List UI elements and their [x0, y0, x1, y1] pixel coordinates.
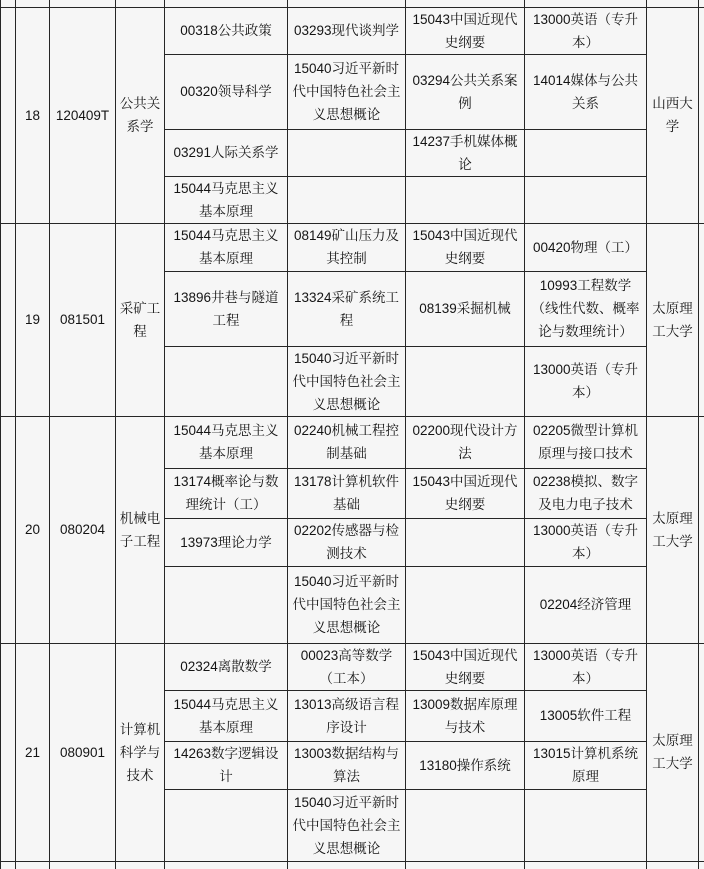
course-cell-slot-4: 13000英语（专升本） [525, 518, 647, 566]
course-cell-slot-2: 15040习近平新时代中国特色社会主义思想概论 [288, 566, 406, 643]
left-crop-cell [1, 7, 16, 223]
exam-subrow [1, 643, 704, 690]
right-crop-cell [699, 223, 704, 416]
course-cell-slot-3 [406, 518, 525, 566]
course-cell [406, 0, 525, 7]
exam-subrow [1, 223, 704, 271]
serial-cell: 19 [16, 223, 50, 416]
course-cell-slot-3 [406, 789, 525, 861]
major-name-cell: 机械电子工程 [116, 416, 165, 643]
course-cell [165, 0, 288, 7]
university-cell [647, 861, 699, 869]
course-cell [525, 0, 647, 7]
course-cell-slot-3 [406, 346, 525, 416]
course-cell-slot-4 [525, 176, 647, 223]
course-cell-slot-2: 13178计算机软件基础 [288, 468, 406, 518]
course-cell-slot-4 [525, 129, 647, 176]
course-cell-slot-2: 00023高等数学（工本） [288, 643, 406, 690]
course-cell-slot-4: 13005软件工程 [525, 690, 647, 741]
cropped-partial-row [1, 0, 704, 7]
course-cell-slot-3: 13009数据库原理与技术 [406, 690, 525, 741]
course-cell-slot-4: 13000英语（专升本） [525, 643, 647, 690]
serial-cell [16, 861, 50, 869]
course-cell-slot-1 [165, 346, 288, 416]
serial-cell [16, 0, 50, 7]
course-cell-slot-1: 13896井巷与隧道工程 [165, 271, 288, 346]
major-name-cell [116, 861, 165, 869]
right-crop-cell [699, 7, 704, 223]
course-cell [525, 861, 647, 869]
course-cell-slot-4: 13000英语（专升本） [525, 7, 647, 54]
left-crop-cell [1, 861, 16, 869]
course-cell [288, 861, 406, 869]
course-cell-slot-4: 13015计算机系统原理 [525, 741, 647, 789]
course-cell-slot-2: 13003数据结构与算法 [288, 741, 406, 789]
course-cell-slot-3: 15043中国近现代史纲要 [406, 223, 525, 271]
course-cell-slot-1: 00320领导科学 [165, 54, 288, 129]
course-cell-slot-2: 13013高级语言程序设计 [288, 690, 406, 741]
course-cell-slot-2: 02240机械工程控制基础 [288, 416, 406, 468]
right-crop-cell [699, 861, 704, 869]
course-cell-slot-3: 15043中国近现代史纲要 [406, 468, 525, 518]
course-cell-slot-3: 13180操作系统 [406, 741, 525, 789]
course-cell-slot-4 [525, 789, 647, 861]
major-name-cell: 采矿工程 [116, 223, 165, 416]
major-code-cell [50, 0, 116, 7]
course-cell [165, 861, 288, 869]
course-cell-slot-1: 13973理论力学 [165, 518, 288, 566]
exam-subrow [1, 416, 704, 468]
course-cell-slot-4: 00420物理（工） [525, 223, 647, 271]
course-cell-slot-3: 08139采掘机械 [406, 271, 525, 346]
course-cell [406, 861, 525, 869]
course-cell-slot-3 [406, 566, 525, 643]
course-cell-slot-3: 14237手机媒体概论 [406, 129, 525, 176]
course-cell-slot-1: 15044马克思主义基本原理 [165, 223, 288, 271]
major-name-cell: 公共关系学 [116, 7, 165, 223]
right-crop-cell [699, 643, 704, 861]
course-cell-slot-2: 13324采矿系统工程 [288, 271, 406, 346]
course-cell-slot-2 [288, 129, 406, 176]
course-cell-slot-1 [165, 566, 288, 643]
course-cell [288, 0, 406, 7]
course-cell-slot-1: 03291人际关系学 [165, 129, 288, 176]
major-name-cell [116, 0, 165, 7]
major-code-cell [50, 861, 116, 869]
course-cell-slot-2: 03293现代谈判学 [288, 7, 406, 54]
serial-cell: 21 [16, 643, 50, 861]
course-cell-slot-3: 02200现代设计方法 [406, 416, 525, 468]
university-cell: 太原理工大学 [647, 643, 699, 861]
university-cell [647, 0, 699, 7]
left-crop-cell [1, 0, 16, 7]
course-cell-slot-2: 15040习近平新时代中国特色社会主义思想概论 [288, 789, 406, 861]
right-crop-cell [699, 416, 704, 643]
university-cell: 太原理工大学 [647, 416, 699, 643]
major-code-cell: 080901 [50, 643, 116, 861]
left-crop-cell [1, 223, 16, 416]
course-cell-slot-4: 13000英语（专升本） [525, 346, 647, 416]
course-cell-slot-4: 10993工程数学（线性代数、概率论与数理统计） [525, 271, 647, 346]
course-cell-slot-3: 15043中国近现代史纲要 [406, 643, 525, 690]
course-cell-slot-1: 02324离散数学 [165, 643, 288, 690]
course-cell-slot-2: 15040习近平新时代中国特色社会主义思想概论 [288, 346, 406, 416]
major-code-cell: 081501 [50, 223, 116, 416]
serial-cell: 20 [16, 416, 50, 643]
right-crop-cell [699, 0, 704, 7]
course-cell-slot-1: 13174概率论与数理统计（工） [165, 468, 288, 518]
course-cell-slot-4: 02204经济管理 [525, 566, 647, 643]
course-cell-slot-1 [165, 789, 288, 861]
course-cell-slot-4: 02205微型计算机原理与接口技术 [525, 416, 647, 468]
major-code-cell: 080204 [50, 416, 116, 643]
course-cell-slot-4: 02238模拟、数字及电力电子技术 [525, 468, 647, 518]
course-cell-slot-2: 08149矿山压力及其控制 [288, 223, 406, 271]
serial-cell: 18 [16, 7, 50, 223]
course-cell-slot-1: 00318公共政策 [165, 7, 288, 54]
course-cell-slot-3: 03294公共关系案例 [406, 54, 525, 129]
course-cell-slot-2: 02202传感器与检测技术 [288, 518, 406, 566]
university-cell: 山西大学 [647, 7, 699, 223]
university-cell: 太原理工大学 [647, 223, 699, 416]
exam-subrow [1, 7, 704, 54]
course-cell-slot-3: 15043中国近现代史纲要 [406, 7, 525, 54]
major-name-cell: 计算机科学与技术 [116, 643, 165, 861]
left-crop-cell [1, 643, 16, 861]
course-cell-slot-2: 15040习近平新时代中国特色社会主义思想概论 [288, 54, 406, 129]
course-cell-slot-4: 14014媒体与公共关系 [525, 54, 647, 129]
course-cell-slot-1: 15044马克思主义基本原理 [165, 416, 288, 468]
cropped-partial-row [1, 861, 704, 869]
course-cell-slot-2 [288, 176, 406, 223]
course-cell-slot-3 [406, 176, 525, 223]
course-cell-slot-1: 15044马克思主义基本原理 [165, 176, 288, 223]
major-code-cell: 120409T [50, 7, 116, 223]
course-cell-slot-1: 14263数字逻辑设计 [165, 741, 288, 789]
course-cell-slot-1: 15044马克思主义基本原理 [165, 690, 288, 741]
left-crop-cell [1, 416, 16, 643]
